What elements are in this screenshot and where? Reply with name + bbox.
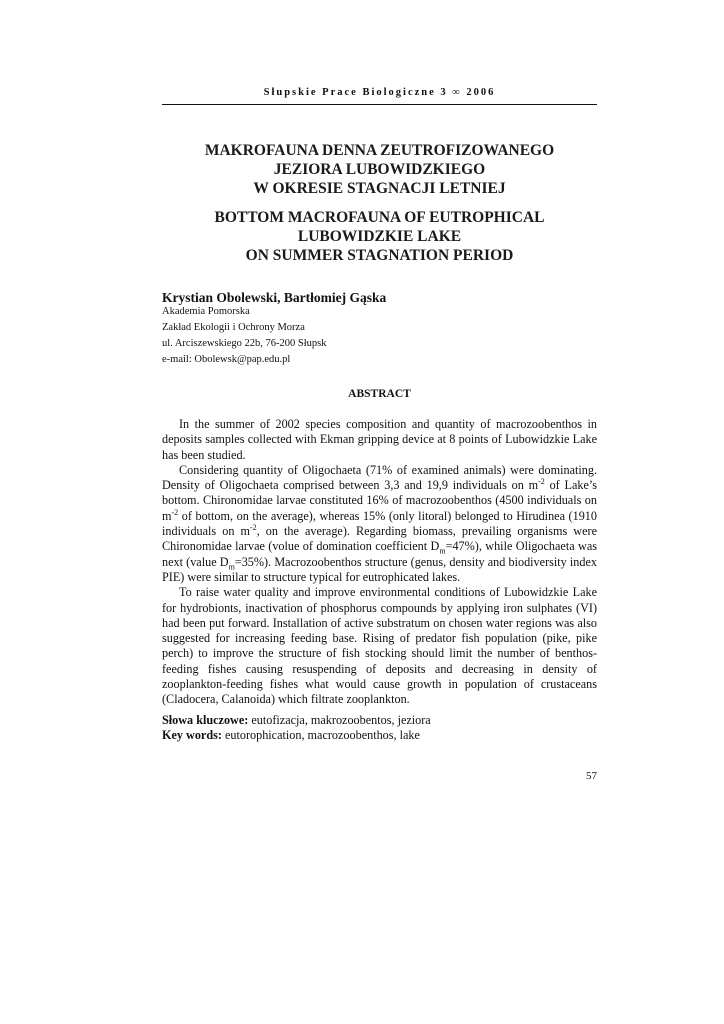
title-pl-line-3: W OKRESIE STAGNACJI LETNIEJ — [253, 180, 506, 197]
affiliation-department: Zakład Ekologii i Ochrony Morza — [162, 322, 305, 333]
title-en-line-2: LUBOWIDZKIE LAKE — [297, 228, 462, 245]
authors: Krystian Obolewski, Bartłomiej Gąska — [162, 290, 387, 305]
keywords-polish-label: Słowa kluczowe: — [162, 713, 249, 727]
abstract-heading: ABSTRACT — [348, 388, 411, 400]
abstract-p2-text-b: of Lake’s bottom. Chironomidae larvae constituted 16% of macrozoobenthos (4500 individuals on m — [162, 478, 597, 523]
keywords — [162, 713, 597, 744]
abstract-p2-text-c: of bottom, on the average), whereas 15% (only litoral) belonged to Hirudinea (1910 individuals on m — [162, 508, 597, 539]
abstract-p2-sup-1: -2 — [538, 477, 545, 487]
abstract-p2-text-a: Considering quantity of Oligochaeta (71% of examined animals) were dominating. Density of Oligochaeta comprised between 3,3 and 19,9 individuals on m — [162, 462, 597, 493]
page-number: 57 — [586, 770, 597, 782]
affiliation-university: Akademia Pomorska — [162, 306, 250, 317]
title-pl-line-1: MAKROFAUNA DENNA ZEUTROFIZOWANEGO — [204, 142, 555, 159]
keywords-polish-value: eutofizacja, makrozoobentos, jeziora — [248, 713, 431, 727]
abstract-body — [162, 417, 597, 708]
abstract-paragraph-1: In the summer of 2002 species composition and quantity of macrozoobenthos in deposits samples collected with Ekman gripping device at 8 points of Lubowidzkie Lake has been studied. — [162, 417, 597, 462]
keywords-english — [162, 728, 597, 743]
keywords-english-label: Key words: — [162, 728, 222, 743]
keywords-polish — [162, 713, 597, 728]
journal-header: Słupskie Prace Biologiczne 3 ∞ 2006 — [263, 87, 496, 98]
abstract-paragraph-3: To raise water quality and improve environmental conditions of Lubowidzkie Lake for hydrobionts, inactivation of phosphorus compounds by applying iron sulphates (VI) had been put forward. Installation of active substratum on chosen water regions was also suggested for increasing feeding base. Rising of predator fish population (pike, pike perch) to improve the structure of fish stocking should limit the number of benthos-feeding fishes causing resuspending of deposits and decreasing in density of zooplankton-feeding fishes what would cause growth in population of crustaceans (Cladocera, Calanoida) which filtrate zooplankton. — [162, 585, 597, 707]
keywords-english-value: eutorophication, macrozoobenthos, lake — [221, 728, 420, 743]
title-en-line-3: ON SUMMER STAGNATION PERIOD — [245, 247, 514, 264]
abstract-p2-text-d: , on the average). Regarding biomass, prevailing organisms were Chironomidae larvae (volue of domination coefficient D — [162, 524, 597, 554]
header-rule — [162, 104, 597, 105]
affiliation-address: ul. Arciszewskiego 22b, 76-200 Słupsk — [162, 338, 327, 349]
affiliation — [162, 304, 327, 368]
abstract-paragraph-2 — [162, 463, 597, 585]
abstract-p2-sup-3: -2 — [249, 523, 257, 533]
abstract-p2-sub-2: m — [228, 562, 235, 572]
abstract-p2-sub-1: m — [439, 546, 446, 556]
title-polish — [162, 141, 597, 198]
abstract-p2-sup-2: -2 — [171, 507, 179, 517]
affiliation-email: e-mail: Obolewsk@pap.edu.pl — [162, 354, 291, 365]
title-pl-line-2: JEZIORA LUBOWIDZKIEGO — [273, 161, 486, 178]
title-en-line-1: BOTTOM MACROFAUNA OF EUTROPHICAL — [214, 209, 545, 226]
title-english — [162, 208, 597, 265]
abstract-p2-text-e: =47%), while Oligochaeta was next (value D — [162, 539, 597, 569]
abstract-p2-text-f: =35%). Macrozoobenthos structure (genus, density and biodiversity index PIE) were similar to structure typical for eutrophicated lakes. — [162, 554, 597, 584]
